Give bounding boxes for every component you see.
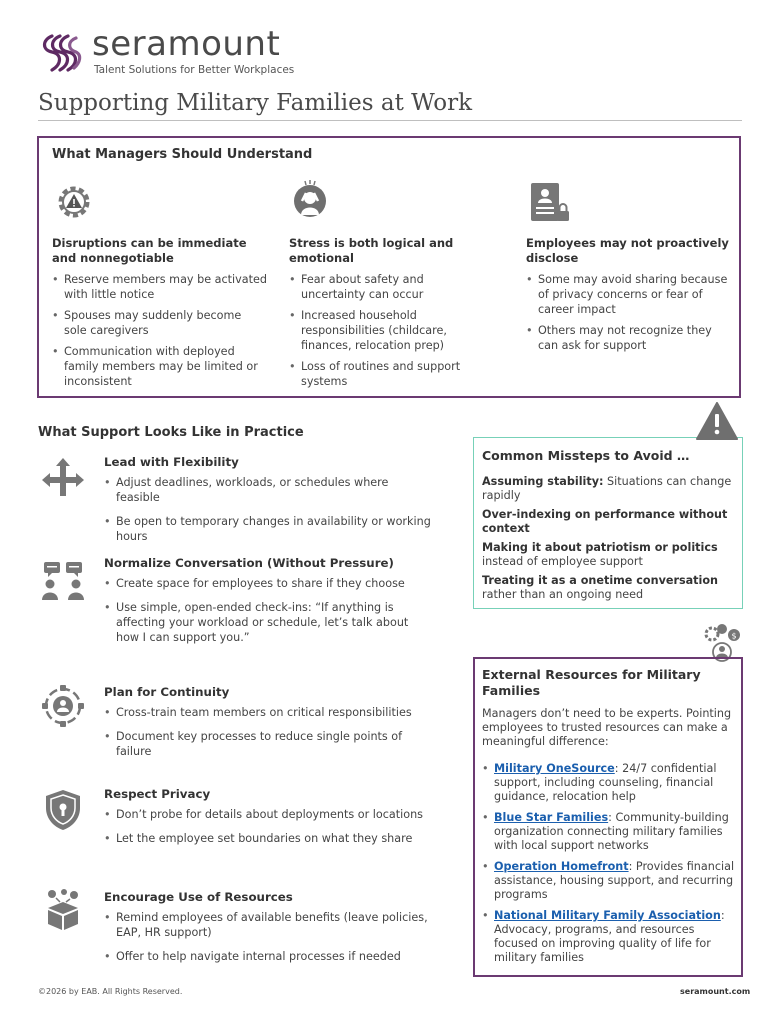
warning-triangle-icon <box>696 402 738 440</box>
list-item: • Document key processes to reduce single points of failure <box>104 729 434 759</box>
list-item: • Remind employees of available benefits (leave policies, EAP, HR support) <box>104 910 434 940</box>
resources-heading: External Resources for Military Families <box>482 667 701 698</box>
list-item: • National Military Family Association: Advocacy, programs, and resources focused on improving quality of life for military families <box>482 909 737 965</box>
list-item: Over-indexing on performance without context <box>482 508 728 535</box>
column-title: Employees may not proactively disclose <box>526 236 729 265</box>
list-item: • Let the employee set boundaries on what they share <box>104 831 434 846</box>
continuity-cycle-icon <box>40 684 86 728</box>
managers-column-3 <box>526 236 731 359</box>
practice-item-flexibility <box>104 455 434 553</box>
title-divider <box>38 120 742 121</box>
brand-name: seramount <box>92 24 281 64</box>
warning-gear-icon <box>53 181 95 223</box>
privacy-shield-icon <box>40 788 86 832</box>
missteps-heading: Common Missteps to Avoid … <box>482 448 690 463</box>
list-item: Assuming stability: Situations can change rapidly <box>482 475 732 502</box>
practice-item-resources <box>104 890 434 973</box>
locked-document-icon <box>527 181 571 225</box>
list-item: Treating it as a onetime conversation rather than an ongoing need <box>482 574 719 601</box>
list-item: • Create space for employees to share if they choose <box>104 576 434 591</box>
list-item: Making it about patriotism or politics instead of employee support <box>482 541 718 568</box>
list-item: • Loss of routines and support systems <box>289 359 489 389</box>
managers-column-1 <box>52 236 267 395</box>
practice-item-privacy <box>104 787 434 855</box>
list-item: • Reserve members may be activated with little notice <box>52 272 267 302</box>
svg-text:$: $ <box>731 631 737 641</box>
list-item: • Blue Star Families: Community-building organization connecting military families with local support networks <box>482 811 737 853</box>
missteps-list <box>482 475 737 607</box>
item-title: Plan for Continuity <box>104 685 230 699</box>
page-title: Supporting Military Families at Work <box>38 90 473 116</box>
stressed-person-icon <box>289 179 331 223</box>
resources-list <box>482 756 737 972</box>
item-title: Respect Privacy <box>104 787 211 801</box>
list-item: • Don’t probe for details about deployments or locations <box>104 807 434 822</box>
list-item: • Spouses may suddenly become sole caregivers <box>52 308 267 338</box>
resource-link-military-onesource[interactable]: Military OneSource <box>494 762 615 775</box>
directions-arrows-icon <box>40 456 86 500</box>
practice-item-conversation <box>104 556 434 654</box>
list-item: • Communication with deployed family members may be limited or inconsistent <box>52 344 267 389</box>
list-item: • Others may not recognize they can ask for support <box>526 323 731 353</box>
resources-intro: Managers don’t need to be experts. Pointing employees to trusted resources can make a meaningful difference: <box>482 707 732 748</box>
resource-link-operation-homefront[interactable]: Operation Homefront <box>494 860 629 873</box>
list-item: • Military OneSource: 24/7 confidential support, including counseling, financial guidance, relocation help <box>482 762 737 804</box>
column-title: Disruptions can be immediate and nonnegotiable <box>52 236 247 265</box>
brand-tagline: Talent Solutions for Better Workplaces <box>94 64 295 76</box>
conversation-icon <box>40 560 86 604</box>
item-title: Lead with Flexibility <box>104 455 239 469</box>
list-item: • Some may avoid sharing because of privacy concerns or fear of career impact <box>526 272 731 317</box>
managers-column-2 <box>289 236 489 395</box>
resource-link-nmfa[interactable]: National Military Family Association <box>494 909 721 922</box>
footer-site: seramount.com <box>680 987 751 996</box>
resources-box-icon <box>40 888 86 932</box>
practice-item-continuity <box>104 685 434 768</box>
item-title: Normalize Conversation (Without Pressure) <box>104 556 394 570</box>
list-item: • Be open to temporary changes in availability or working hours <box>104 514 434 544</box>
list-item: • Offer to help navigate internal processes if needed <box>104 949 434 964</box>
item-title: Encourage Use of Resources <box>104 890 293 904</box>
list-item: • Cross-train team members on critical responsibilities <box>104 705 434 720</box>
list-item: • Use simple, open-ended check-ins: “If anything is affecting your workload or schedule, let’s talk about how I can support you.” <box>104 600 434 645</box>
practice-heading: What Support Looks Like in Practice <box>38 425 304 440</box>
list-item: • Increased household responsibilities (childcare, finances, relocation prep) <box>289 308 489 353</box>
list-item: • Fear about safety and uncertainty can occur <box>289 272 489 302</box>
list-item: • Adjust deadlines, workloads, or schedules where feasible <box>104 475 434 505</box>
footer-copyright: ©2026 by EAB. All Rights Reserved. <box>38 987 183 996</box>
list-item: • Operation Homefront: Provides financial assistance, housing support, and recurring programs <box>482 860 737 902</box>
column-title: Stress is both logical and emotional <box>289 236 454 265</box>
seramount-logo-icon <box>38 30 84 76</box>
resource-link-blue-star-families[interactable]: Blue Star Families <box>494 811 609 824</box>
managers-heading: What Managers Should Understand <box>52 147 313 162</box>
